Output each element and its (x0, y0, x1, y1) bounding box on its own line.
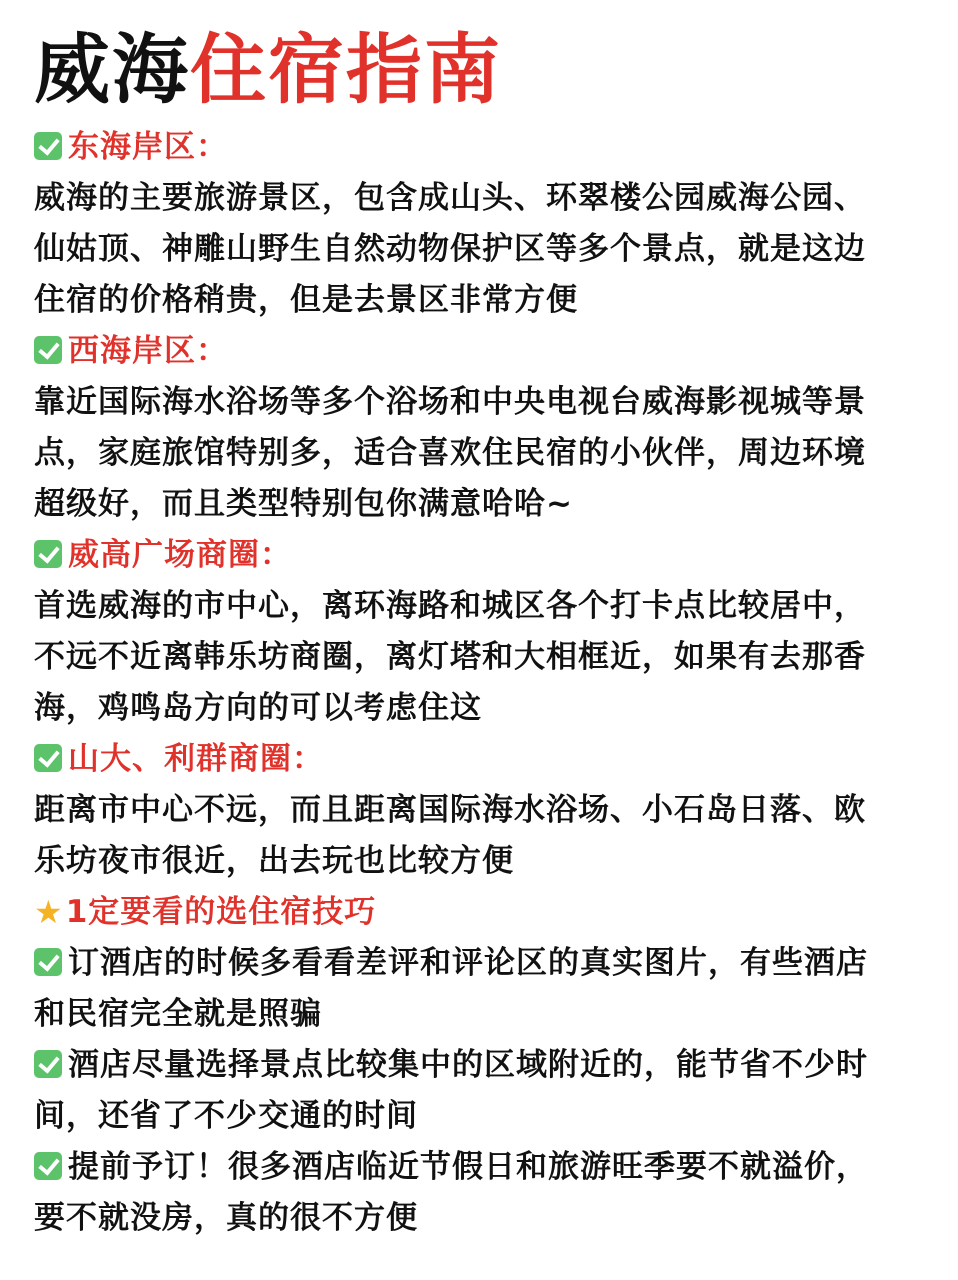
page-title (34, 22, 918, 118)
check-mark-icon (34, 1152, 62, 1180)
star-icon: ★ (34, 893, 64, 931)
check-mark-icon (34, 540, 62, 568)
tips-heading: ★1定要看的选住宿技巧 (34, 887, 918, 938)
tip-line: 酒店尽量选择景点比较集中的区域附近的，能节省不少时 (34, 1040, 918, 1091)
section-text-line: 距离市中心不远，而且距离国际海水浴场、小石岛日落、欧 (34, 792, 866, 828)
check-mark-icon (34, 336, 62, 364)
section-text-line: 仙姑顶、神雕山野生自然动物保护区等多个景点，就是这边 (34, 231, 866, 267)
title-city: 威海 (34, 25, 190, 114)
check-mark-icon (34, 948, 62, 976)
section-text-line: 乐坊夜市很近，出去玩也比较方便 (34, 843, 514, 879)
check-mark-icon (34, 1050, 62, 1078)
section-text-line: 住宿的价格稍贵，但是去景区非常方便 (34, 282, 578, 318)
tip-line: 要不就没房，真的很不方便 (34, 1200, 418, 1236)
section-text-line: 首选威海的市中心，离环海路和城区各个打卡点比较居中， (34, 588, 866, 624)
tip-line: 和民宿完全就是照骗 (34, 996, 322, 1032)
section-heading: 西海岸区： (34, 326, 918, 377)
tip-line: 提前予订！很多酒店临近节假日和旅游旺季要不就溢价， (34, 1142, 918, 1193)
section-heading: 山大、利群商圈： (34, 734, 918, 785)
check-mark-icon (34, 132, 62, 160)
section-heading: 东海岸区： (34, 122, 918, 173)
section-text-line: 超级好，而且类型特别包你满意哈哈~ (34, 486, 573, 522)
section-text-line: 威海的主要旅游景区，包含成山头、环翠楼公园威海公园、 (34, 180, 866, 216)
title-topic: 住宿指南 (190, 25, 502, 114)
section-text-line: 点，家庭旅馆特别多，适合喜欢住民宿的小伙伴，周边环境 (34, 435, 866, 471)
section-text-line: 不远不近离韩乐坊商圈，离灯塔和大相框近，如果有去那香 (34, 639, 866, 675)
tip-line: 订酒店的时候多看看差评和评论区的真实图片，有些酒店 (34, 938, 918, 989)
section-heading: 威高广场商圈： (34, 530, 918, 581)
tip-line: 间，还省了不少交通的时间 (34, 1098, 418, 1134)
section-text-line: 海，鸡鸣岛方向的可以考虑住这 (34, 690, 482, 726)
section-text-line: 靠近国际海水浴场等多个浴场和中央电视台威海影视城等景 (34, 384, 866, 420)
check-mark-icon (34, 744, 62, 772)
